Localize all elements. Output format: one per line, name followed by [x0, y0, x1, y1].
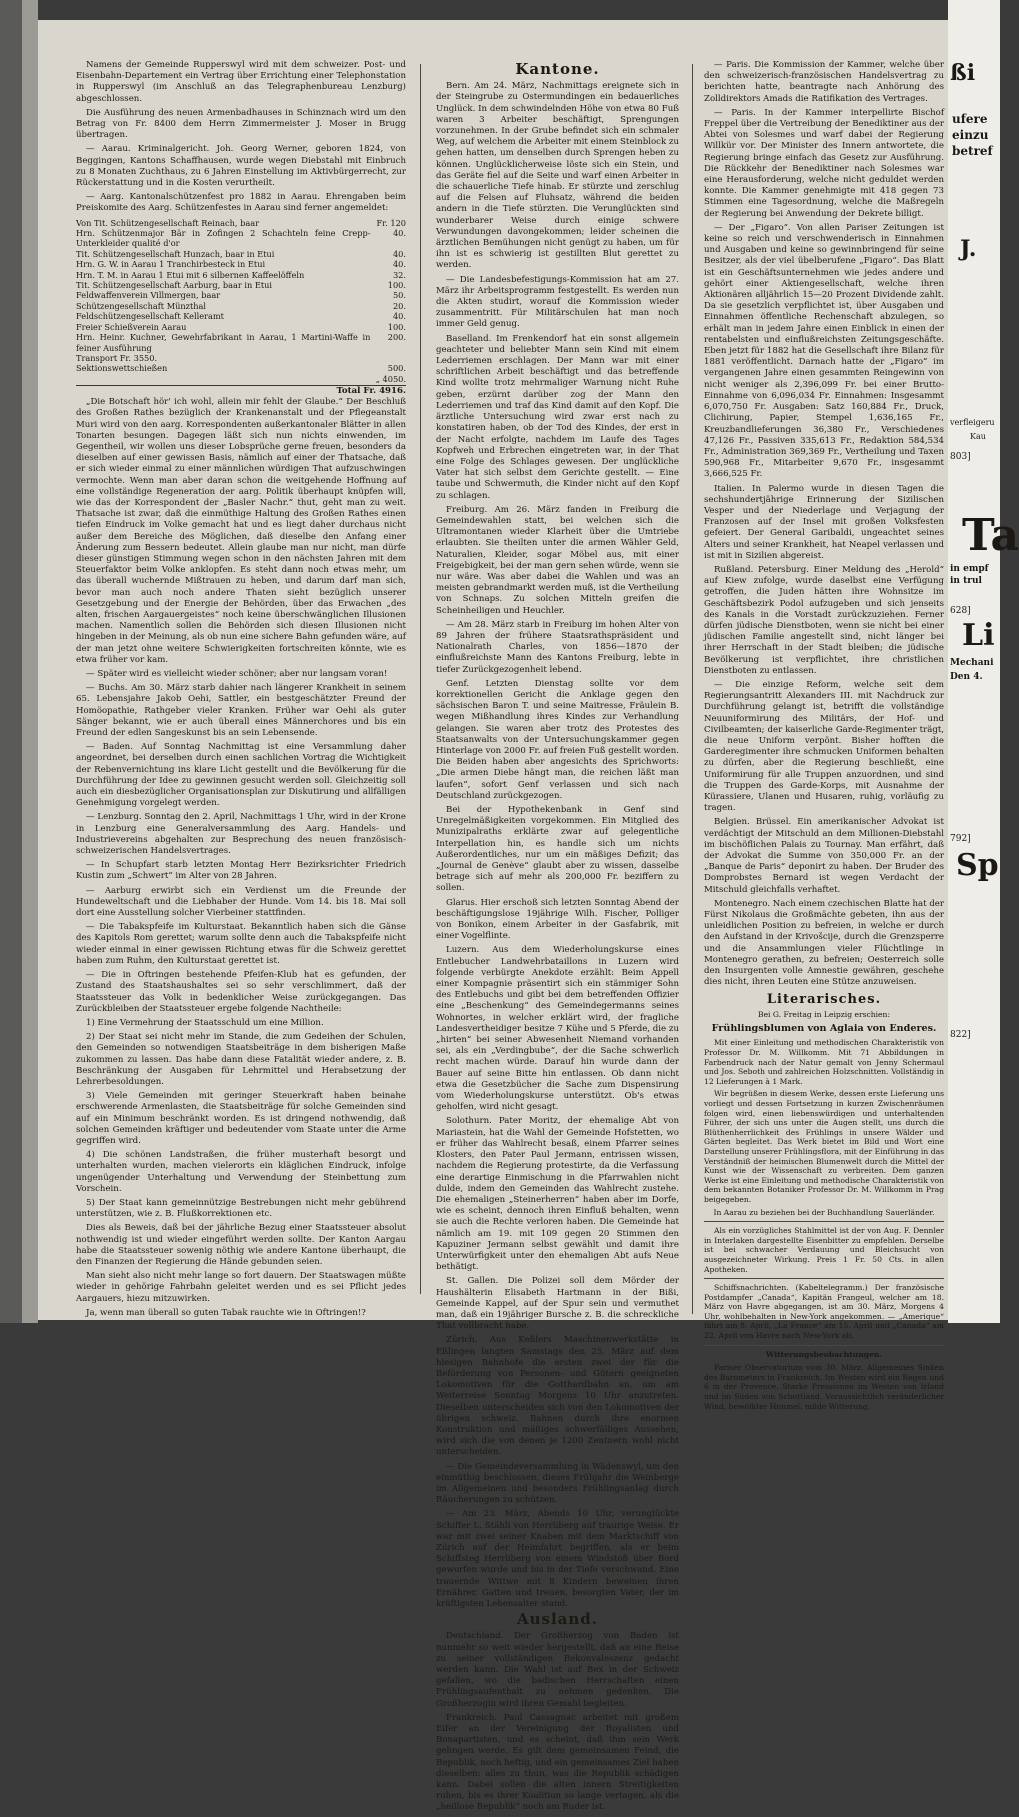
section-heading-ausland: Ausland. [516, 1610, 599, 1629]
fragment-text: in trul [950, 576, 982, 586]
sum-value: 4050. [382, 373, 406, 384]
donation-value: 200. [387, 332, 406, 343]
paragraph: Man sieht also nicht mehr lange so fort dauern. Der Staatswagen müßte wieder in gehörige Fahrbahn geleitet werden und es sei Pflicht jedes Aargauers, hiezu mitzuwirken. [76, 1271, 406, 1304]
donation-value: 20. [392, 300, 406, 311]
fragment-text: Den 4. [950, 672, 983, 682]
donor-text: Hrn. Heinr. Kuchner, Gewehrfabrikant in Aarau, 1 Martini-Waffe in feiner Ausführung [76, 332, 371, 353]
donation-row [76, 280, 406, 290]
donation-row [76, 332, 406, 353]
weather-report: Pariser Observatorium vom 30. März. Allgemeines Sinken des Barometers in Frankreich. Im Westen wird ein Regen und 6 in der Provence. Starke Pressionen im Westen von Irland und im Süden von Schottland. Voraussichtlich veränderlicher Wind, bewölkter Himmel, milde Witterung. [704, 1363, 944, 1411]
donor-text: Schützengesellschaft Münzthal [76, 300, 207, 311]
paragraph: — Die in Oftringen bestehende Pfeifen-Klub hat es gefunden, der Zustand des Staatshaushaltes sei so sehr verschlimmert, daß der Staatssteuer das Volk in bedenklicher Weise zurückgegangen. Das Zurückbleiben der Staatssteuer ergebe folgende Nachtheile: [76, 970, 406, 1014]
paragraph: — Lenzburg. Sonntag den 2. April, Nachmittags 1 Uhr, wird in der Krone in Lenzburg eine Generalversammlung des Aarg. Handels- und Industrievereins abgehalten zur Besprechung des neuen französisch-schweizerischen Handelsvertrages. [76, 812, 406, 857]
donations-table [76, 218, 406, 374]
donation-row [76, 259, 406, 269]
column-rule [692, 64, 693, 1314]
paragraph: — Später wird es vielleicht wieder schöner; aber nur langsam voran! [86, 669, 388, 680]
divider [704, 1221, 944, 1222]
article-zurich: Zürich. Aus Keßlers Maschinenwerkstätte in Eßlingen langten Samstags den 25. März auf dem hiesigen Bahnhofe die ersten zwei der für die Beförderung von Personen- und Gütern geeigneten Lokomotiven für die Gotthardbahn an, um am Weiterreise Sonntag Morgens 10 Uhr anzutreten. Dieselben unterscheiden sich von den Lokomotiven der übrigen schweiz. Bahnen durch ihre enormen Konstruktion und mäßiges schwerfälliges Aussehen, wird sich die von denen je 1200 Zentnern wohl nicht unterscheiden. [436, 1335, 679, 1458]
donation-value [370, 353, 406, 363]
fragment-text: Mechani [950, 658, 994, 668]
donor-text: Hrn. Schützenmajor Bär in Zofingen 2 Schachteln feine Crepp-Unterkleider qualité d'or [76, 228, 371, 249]
list-item: 1) Eine Vermehrung der Staatsschuld um eine Million. [86, 1017, 324, 1028]
fragment-text: 803] [950, 452, 971, 462]
paragraph: — Aarg. Kantonalschützenfest pro 1882 in Aarau. Ehrengaben beim Preiskomite des Aarg. Schützenfestes in Aarau sind ferner angemeldet: [76, 192, 406, 214]
donor-text: Von Tit. Schützengesellschaft Reinach, baar [76, 217, 260, 228]
donor-text: Tit. Schützengesellschaft Aarburg, baar in Etui [76, 280, 273, 291]
donor-text: Hrn. T. M. in Aarau 1 Etui mit 6 silbernen Kaffeelöffeln [76, 269, 305, 280]
numbered-list [76, 1018, 406, 1220]
article-glarus: Glarus. Hier erschoß sich letzten Sonntag Abend der beschäftigungslose 19jährige Wilh. Fischer, Polliger von Bonikon, einem Arbeiter in der Gasfabrik, mit einer Vogelflinte. [436, 897, 679, 942]
donation-row [76, 363, 406, 373]
advertisement: Als ein vorzügliches Stahlmittel ist der von Aug. F. Dennler in Interlaken dargestellte Eisenbitter zu empfehlen. Derselbe ist bei schwacher Verdauung und Bleichsucht von ausgezeichneter Wirkung. Preis 1 Fr. 50 Cts. in allen Apotheken. [704, 1226, 944, 1274]
donation-row [76, 322, 406, 332]
article-solothurn: Solothurn. Pater Moritz, der ehemalige Abt von Mariastein, hat die Wahl der Gemeinde Hofstetten, wo er früher das Wahlrecht besaß, einem Pfarrer seines Klosters, den Pater Paul Jermann, entrissen wissen, nachdem die Regierung protestirte, da die Verfassung eine derartige Einmischung in die Pfarrwahlen nicht dulde, indem den Gemeinden das Wahlrecht zustehe. Die ehemaligen „Steinerherren“ haben aber im Dorfe, wie es scheint, dennoch ihren Einfluß behalten, wenn sie auch die Rechte verloren haben. Die Gemeinde hat nämlich am 19. mit 109 gegen 20 Stimmen den Kapuziner Jermann selbst gewählt und damit ihre Unterwürfigkeit unter den ehemaligen Abt aufs Neue bethätigt. [436, 1116, 679, 1273]
column-3 [704, 60, 944, 1414]
paragraph: — Die Tabakspfeife im Kulturstaat. Bekanntlich haben sich die Gänse des Kapitols Rom gerettet; warum sollte denn auch die Tabakspfeife nicht wieder einmal in einer gewissen Richtung etwas für die Schweiz gerettet haben zum Ruhm, den Kulturstaat gerettet ist. [76, 922, 406, 966]
list-item: 4) Die schönen Landstraßen, die früher musterhaft besorgt und unterhalten wurden, machen vielerorts ein kläglichen Eindruck, infolge ungenügender Unterhaltung und Verwendung der Steinbettung zum Vorschein. [76, 1150, 406, 1194]
paragraph: — Die Landesbefestigungs-Kommission hat am 27. März ihr Arbeitsprogramm festgestellt. Es werden nun die Akten studirt, worauf die Kommission wieder zusammentritt. Für Militärschulen hat man noch immer Geld genug. [436, 274, 679, 330]
fragment-text: betref [952, 144, 993, 158]
donation-value: 40. [392, 311, 406, 322]
donation-row [76, 249, 406, 259]
fragment-text: 822] [950, 1030, 971, 1040]
donation-value: 40. [392, 228, 406, 239]
list-item: 2) Der Staat sei nicht mehr im Stande, die zum Gedeihen der Schulen, den Gemeinden so notwendigen Staatsbeiträge in dem bisherigen Maße zukommen zu lassen. Das habe dann diese Fatalität wieder andere, z. B. Beschränkung der Ausgaben für Lehrmittel und Herabsetzung der Lehrerbesoldungen. [76, 1032, 406, 1087]
article-montenegro: Montenegro. Nach einem czechischen Blatte hat der Fürst Nikolaus die Großmächte gebeten, ihn aus der unleidlichen Position zu befreien, in welche er durch den Aufstand in der Krivošcije, durch die Grenzsperre und die Ansammlungen vieler Flüchtlinge in Montenegro gerathen, zu befreien; Oesterreich solle den Insurgenten volle Amnestie gewähren, geschehe dies nicht, ihren Leuten eine Stütze anzuweisen. [704, 898, 944, 988]
paragraph: — In Schupfart starb letzten Montag Herr Bezirksrichter Friedrich Kustin zum „Schwert“ im Alter von 28 Jahren. [76, 860, 406, 882]
book-vendor: In Aarau zu beziehen bei der Buchhandlung Sauerländer. [713, 1207, 935, 1217]
fragment-text: einzu [952, 128, 989, 142]
fragment-text: Li [962, 618, 995, 653]
paragraph: — Buchs. Am 30. März starb dahier nach längerer Krankheit in seinem 65. Lebensjahre Jakob Oehi, Sattler, ein bestgeschätzter Freund der Homöopathie, Rathgeber vieler Kranken. Früher war Oehi als guter Sänger bekannt, wie er auch überall eines Männerchores und bis ein Freund der edlen Sangeskunst bis an sein Lebensende. [76, 683, 406, 739]
column-2 [436, 60, 679, 1817]
donation-value: 50. [392, 290, 406, 301]
donation-row [76, 228, 406, 249]
scan-left-margin [0, 0, 38, 1323]
paragraph: Ja, wenn man überall so guten Tabak rauchte wie in Oftringen!? [86, 1307, 366, 1318]
article-bern: Bern. Am 24. März, Nachmittags ereignete sich in der Steingrube zu Ostermundingen ein bedauerliches Unglück. In dem schwindelnden Höhe von etwa 80 Fuß waren 3 Arbeiter beschäftigt, Sprengungen vorzunehmen. In der Grube befindet sich ein schmaler Weg, auf welchem die Arbeiter mit einem Steinblock zu gehen hatten, um denselben durch Sprengen heben zu können. Unglücklicherweise löste sich ein Stein, und das Geräte fiel auf die Seite und warf einen Arbeiter in die schauerliche Tiefe hinab. Er stürzte und zerschlug auf die Felsen auf Fluhsatz, während die beiden andern in die Tiefe stürzten. Die Verunglückten sind wunderbarer Weise durch einige schwere Verwundungen davongekommen; leider scheinen die ärztlichen Bemühungen nicht genügt zu haben, um für ihn ist es schwierig ist gestillten Blut gerettet zu werden. [436, 81, 679, 271]
weather-heading: Witterungsbeobachtungen. [765, 1349, 883, 1359]
paragraph: — Aarau. Kriminalgericht. Joh. Georg Werner, geboren 1824, von Beggingen, Kantons Schaffhausen, wurde wegen Diebstahl mit Einbruch zu 8 Monaten Zuchthaus, zu 6 Jahren Einstellung im Aktivbürgerrecht, zur Rückerstattung und in die Kosten verurtheilt. [76, 144, 406, 189]
donor-text: Sektionswettschießen [76, 363, 168, 374]
paragraph: „Die Botschaft hör' ich wohl, allein mir fehlt der Glaube.“ Der Beschluß des Großen Rathes bezüglich der Krankenanstalt und der Pflegeanstalt Muri wird von den aarg. Korrespondenten außerkantonaler Blätter in allen Tonarten besungen. Dagegen läßt sich nun nichts einwenden, im Gegentheil, wir wollen uns dieser Lobsprüche gerne freuen, besonders da dieselben auf einer gewissen Basis, nämlich auf einer der Thatsache, daß er sich wieder einmal zu einer männlichen würdigen That aufzuschwingen vermochte. Wenn man aber daran schon die weitgehende Hoffnung auf eine vollständige Regeneration der aarg. Politik überhaupt knüpfen will, wie das der Korrespondent der „Basler Nachr.“ thut, geht man zu weit. Thatsache ist zwar, daß die einmüthige Haltung des Großen Rathes einen tiefen Eindruck im Volke gemacht hat und es liegt daher durchaus nicht außer dem Bereiche des Möglichen, daß dieselbe den Anfang einer Änderung zum Bessern bedeutet. Allein glaube man nur nicht, man dürfe dieser günstigen Stimmung wegen schon in den nächsten Jahren mit dem Steuerfaktor beim Volke anklopfen. Es steht dann noch etwas mehr, um das überall wuchernde Mißtrauen zu heben, und darum darf man sich, bevor man auch noch andere Thaten sieht bezüglich unserer Gesetzgebung und der Energie der Behörden, über das Erwachen „des alten, frischen Aargauergeistes“ noch keine überschwänglichen Illusionen machen. Namentlich sollen die Behörden sich diesen Illusionen nicht hingeben in der Meinung, als ob nun eine sichere Bahn gefunden wäre, auf der man jetzt ohne weitere Schwierigkeiten fortschreiten könnte, wie es etwa früher vor kam. [76, 397, 406, 665]
donation-value: 40. [392, 248, 406, 259]
fragment-text: 792] [950, 834, 971, 844]
article-baselland: Baselland. Im Frenkendorf hat ein sonst allgemein geachteter und beliebter Mann sein Kind mit einem Lederriemen erschlagen. Der Mann war mit einer schriftlichen Arbeit beschäftigt und das betreffende Kind wollte trotz mehrmaliger Warnung nicht Ruhe geben, erzürnt darüber zog der Mann den Lederriemen und traf das Kind damit auf den Kopf. Die ärztliche Untersuchung wird zwar erst nach zu konstatiren haben, ob der Tod des Kindes, der erst in der Nacht erfolgte, nachdem im Laufe des Tages Kopfweh und Erbrechen eingetreten war, in der That eine Folge des Schlages gewesen. Der unglückliche Vater hat sich selbst dem Gerichte gestellt. — Eine taube und Schwermuth, die Kinder nicht auf den Kopf zu schlagen. [436, 333, 679, 501]
donation-row [76, 218, 406, 228]
donation-row [76, 301, 406, 311]
donor-text: Freier Schießverein Aarau [76, 321, 187, 332]
donation-row [76, 290, 406, 300]
section-heading-kantone: Kantone. [515, 60, 600, 78]
paragraph: Bei der Hypothekenbank in Genf sind Unregelmäßigkeiten vorgekommen. Ein Mitglied des Munizipalraths erklärte zwar auf gelegentliche Interpellation hin, es handle sich um nichts Außerordentliches, nur um ein mäßiges Defizit; das „Journal de Genève“ glaubt aber zu wissen, dasselbe betrage sich auf mehr als 200,000 Fr. beziffern zu sollen. [436, 805, 679, 894]
donation-value: 100. [387, 321, 406, 332]
paragraph: — Aarburg erwirbt sich ein Verdienst um die Freunde der Hundeweltschaft und die Liebhaber der Hunde. Vom 14. bis 18. Mai soll dort eine Ausstellung solcher Vierbeiner stattfinden. [76, 885, 406, 919]
article-frankreich: Frankreich. Paul Cassagnac arbeitet mit großem Eifer an der Vereinigung der Royalisten und Bonapartisten, und es scheint, daß ihm sein Werk gelingen werde. Es gilt dem gemeinsamen Feind, die Republik, noch heftig, und ein gemeinsames Ziel haben dieselben: alles zu thun, was die Republik schädigen kann. Dabei sollen die alten innern Streitigkeiten ruhen, bis es ihrer Koalition so lange vertagen, als die „heillose Republik“ noch am Ruder ist. [436, 1712, 679, 1813]
donor-text: Transport Fr. 3550. [76, 352, 158, 363]
sum-line: „ 4050. [375, 373, 406, 384]
donation-row [76, 311, 406, 321]
paragraph: — Am 28. März starb in Freiburg im hohen Alter von 89 Jahren der frühere Staatsrathspräsident und Nationalrath Charles, von 1856—1870 der einflußreichste Mann des Kantons Freiburg, lebte in tiefer Zurückgezogenheit lebend. [436, 619, 679, 675]
list-item: 3) Viele Gemeinden mit geringer Steuerkraft haben beinahe erschwerende Armenlasten, die Staatsbeiträge für solche Gemeinden sind auf ein Minimum beschränkt worden. Es ist dringend nothwendig, daß solchen Gemeinden kräftiger und bedeutender vom Staate unter die Arme gegriffen wird. [76, 1091, 406, 1146]
article-paris: — Paris. Die Kommission der Kammer, welche über den schweizerisch-französischen Handelsvertrag zu berichten hatte, beantragte nach Anhörung des Zolldirektors Amads die Ratifikation des Vertrages. [704, 60, 944, 104]
column-rule [420, 64, 421, 1294]
article-genf: Genf. Letzten Dienstag sollte vor dem korrektionellen Gericht die Anklage gegen den sächsischen Baron T. und seine Maitresse, Fräulein B. wegen Mißhandlung ihres Kindes zur Verhandlung gelangen. Sie waren aber trotz des Protestes des Staatsanwalts von der Untersuchungskammer gegen Hinterlage von 2000 Fr. auf freien Fuß gestellt worden. Die Beiden haben aber angesichts des Sprichworts: „Die armen Diebe hängt man, die reichen läßt man laufen“, sofort Genf verlassen und sich nach Deutschland zurückgezogen. [436, 678, 679, 801]
paragraph: Namens der Gemeinde Rupperswyl wird mit dem schweizer. Post- und Eisenbahn-Departement ein Vertrag über Errichtung einer Telephonstation in Rupperswyl (im Anschluß an das Telegraphenbureau Lenzburg) abgeschlossen. [76, 60, 406, 104]
article-paris: — Paris. In der Kammer interpellirte Bischof Freppel über die Vertreibung der Benediktiner aus der Abtei von Solesmes und warf dabei der Regierung Willkür vor. Der Minister des Innern antwortete, die Regierung bringe einfach das Gesetz zur Ausführung. Die Rückkehr der Benediktiner nach Solesmes war eine Herausforderung, welche nicht geduldet werden konnte. Die Kammer genehmigte mit 418 gegen 73 Stimmen eine Tagesordnung, welche die Maßregeln der Regierung bei Anwendung der Dekrete billigt. [704, 107, 944, 219]
donation-value: 32. [392, 269, 406, 280]
fragment-text: verfleigeru [950, 418, 995, 427]
paragraph: — Baden. Auf Sonntag Nachmittag ist eine Versammlung daher angeordnet, bei derselben durch einen sachlichen Vortrag die Wichtigkeit der Rebenvernichtung ins klare Licht gestellt und die Bevölkerung für die Durchführung der Idee zu gewinnen gesucht werden soll. Gleichzeitig soll auch ein diesbezüglicher Organisationsplan zur Diskutirung und allfälligen Genehmigung vorgelegt werden. [76, 742, 406, 809]
fragment-text: in empf [950, 564, 989, 574]
article-figaro: — Der „Figaro“. Von allen Pariser Zeitungen ist keine so reich und verschwenderisch in Einnahmen und Ausgaben und keine so gewinnbringend für seine Besitzer, als der viel übelberufene „Figaro“. Das Blatt ist ein Geschäftsunternehmen wie jedes andere und gehört einer Aktiengesellschaft, welche ihren Aktionären alljährlich 15—20 Prozent Dividende zahlt. Da sie gesetzlich verpflichtet ist, über Ausgaben und Einnahmen öffentliche Rechenschaft abzulegen, so erhält man in jedem Jahre einen Einblick in einen der rentabelsten und einflußreichsten Zeitungsgeschäfte. Eben jetzt für 1882 hat die Gesellschaft ihre Bilanz für 1881 veröffentlicht. Darnach hatte der „Figaro“ im vergangenen Jahre einen gesammten Reingewinn von nicht weniger als 2,396,099 Fr. bei einer Brutto-Einnahme von 6,096,034 Fr. Einnahmen: Insgesammt 6,070,750 Fr. Ausgaben: Satz 160,884 Fr., Druck, Clichirung, Papier, Stempel 1,636,165 Fr., Kreuzbandlieferungen 36,380 Fr., Verschiedenes 47,126 Fr., Passiven 335,613 Fr., Redaktion 584,534 Fr., Administration 369,369 Fr., Vertheilung und Taxen 590,968 Fr., Mitarbeiter 9,670 Fr., insgesammt 3,666,525 Fr. [704, 222, 944, 480]
publisher-line: Bei G. Freitag in Leipzig erschien: [757, 1009, 890, 1019]
newspaper-page [38, 20, 948, 1813]
donation-value: Fr. 120 [376, 217, 406, 228]
column-1 [76, 60, 406, 1322]
article-italien: Italien. In Palermo wurde in diesen Tagen die sechshundertjährige Erinnerung der Sizilischen Vesper und der Niederlage und Verjagung der Franzosen auf der Insel mit großen Volksfesten gefeiert. Der General Garibaldi, ungeachtet seines Alters und seiner Krankheit, hat Neapel verlassen und ist mit in Sizilien abgereist. [704, 483, 944, 561]
donor-text: Tit. Schützengesellschaft Hunzach, baar in Etui [76, 248, 275, 259]
donor-text: Hrn. G. W. in Aarau 1 Tranchirbesteck in Etui [76, 259, 266, 270]
article-freiburg: Freiburg. Am 26. März fanden in Freiburg die Gemeindewahlen statt, bei welchen sich die Ultramontanen wieder Klarheit über die Umtriebe erlaubten. Sie theilten unter die armen Wähler Geld, Naturalien, Kleider, sogar Möbel aus, mit einer Freigebigkeit, bei der man gern sehen würde, wenn sie nur wäre. Was aber dabei die Wahlen und was an meisten gebrandmarkt werden muß, ist die Vertheilung von Schnaps. Zu solchen Mitteln greifen die Scheinheiligen und Heuchler. [436, 504, 679, 616]
article-st-gallen: St. Gallen. Die Polizei soll dem Mörder der Haushälterin Elisabeth Hartmann in der Bißi, Gemeinde Kappel, auf der Spur sein und vermuthet man, daß ein 19jähriger Bursche z. B. die schreckliche That vollbracht habe. [436, 1276, 679, 1332]
donation-value: 100. [387, 280, 406, 291]
paragraph: — Die Gemeindeversammlung in Wädenswyl, um den einmüthig beschlossen, dieses Frühjahr die Weinberge im Allgemeinen und besonders Frühlingsanlag durch Räucherungen zu schützen. [436, 1461, 679, 1506]
shipping-news: Schiffsnachrichten. (Kabeltelegramm.) Der französische Postdampfer „Canada“, Kapitän Frangeul, welcher am 18. März von Havre abgegangen, ist am 30. März, Morgens 4 Uhr, wohlbehalten in New-York angekommen. — „Amerique“ fährt am 8. April, „La France“ am 15. April und „Canada“ am 22. April von Havre nach New-York ab. [704, 1283, 944, 1341]
paragraph: Dies als Beweis, daß bei der jährliche Bezug einer Staatssteuer absolut nothwendig ist und wieder eingeführt werden sollte. Der Kanton Aargau habe die Staatssteuer sowenig nöthig wie andere Kantone überhaupt, die den Finanzen der Regierung die Hände gebunden seien. [76, 1223, 406, 1267]
book-description: Mit einer Einleitung und methodischen Charakteristik von Professor Dr. M. Willkomm. Mit 71 Abbildungen in Farbendruck nach der Natur gemalt von Jenny Schermaul und Jos. Seboth und zahlreichen Holzschnitten. Vollständig in 12 Lieferungen à 1 Mark. [704, 1038, 944, 1086]
fragment-text: ßi [950, 60, 976, 86]
paragraph: — Am 23. März, Abends 10 Uhr, verunglückte Schiffer L. Stähli von Herrliberg auf traurige Weise. Er war mit zwei seiner Knaben mit dem Marktschiff von Zürich auf der Heimfahrt begriffen, als er beim Schiffsteg Herrliberg von einem Windstoß über Bord geworfen wurde und bis in der Tiefe verschwand. Eine trauernde Wittwe mit 8 Kindern beweinen ihren Ernährer, Gatten und treuen, besorgten Vater, der im kräftigsten Lebensalter stand. [436, 1509, 679, 1610]
fragment-text: Sp [956, 848, 999, 883]
article-russland: Rußland. Petersburg. Einer Meldung des „Herold“ auf Kiew zufolge, wurde daselbst eine Verfügung getroffen, die Juden hätten ihre Wohnsitze im Geschäftsbezirk Podol aufzugeben und sich jenseits des Kanals in die Vorstadt zurückzuziehen. Ferner dürfen jüdische Dienstboten, wenn sie nicht bei einer jüdischen Familie angestellt sind, nicht länger bei ihrer Herrschaft in der Stadt bleiben; die jüdische Bevölkerung ist verpflichtet, ihre christlichen Dienstboten zu entlassen. [704, 564, 944, 676]
adjacent-page-fragment [948, 0, 1019, 1323]
donation-row [76, 270, 406, 280]
paragraph: Die Ausführung des neuen Armenbadhauses in Schinznach wird um den Betrag von Fr. 8400 dem Herrn Zimmermeister J. Moser in Brugg übertragen. [76, 107, 406, 141]
fragment-text: J. [960, 236, 977, 262]
paragraph: — Die einzige Reform, welche seit dem Regierungsantritt Alexanders III. mit Nachdruck zur Durchführung gelangt ist, betrifft die vollständige Neuuniformirung des Militärs, der Hof- und Civilbeamten; der kaiserliche Garde-Regimenter trägt, die neue Uniform verpönt. Bisher hofften die Garderegimenter ihre schmucken Uniformen behalten zu dürfen, aber die Regierung beschließt, eine Uniformirung für alle Truppen anzuordnen, und sind die Truppen des Garde-Korps, mit Ausnahme der Kürassiere, Ulanen und Husaren, ruhig, vorläufig zu tragen. [704, 679, 944, 814]
total-line: Total Fr. 4916. [76, 385, 406, 397]
donor-text: Feldwaffenverein Villmergen, baar [76, 290, 221, 301]
fragment-text: 628] [950, 606, 971, 616]
donation-value: 500. [387, 363, 406, 374]
list-item: 5) Der Staat kann gemeinnützige Bestrebungen nicht mehr gebührend unterstützen, wie z. B. Flußkorrektionen etc. [76, 1197, 406, 1220]
fragment-text: ufere [952, 112, 988, 126]
book-review: Wir begrüßen in diesem Werke, dessen erste Lieferung uns vorliegt und dessen Fortsetzung in kurzen Zwischenräumen folgen wird, einen liebenswürdigen und unterhaltenden Führer, der sich uns unter die Augen stellt, uns durch die Blüthenherrlichkeit des Frühlings in unsere Wälder und Gärten begleitet. Das Werk bietet im Bild und Wort eine Darstellung unserer Frühlingsflora, mit der Einführung in das Verständniß der heimischen Blumenwelt durch die Mittel der Kunst wie der Wissenschaft zu verbreiten. Dem ganzen Werke ist eine Einleitung und methodische Charakteristik von dem bekannten Botaniker Professor Dr. M. Willkomm in Prag beigegeben. [704, 1089, 944, 1204]
article-belgien: Belgien. Brüssel. Ein amerikanischer Advokat ist verdächtigt der Mitschuld an dem Millionen-Diebstahl im bischöflichen Palais zu Tournay. Man erfährt, daß der Advokat die Summe von 350,000 Fr. an der „Banque de Paris“ deponirt zu haben. Der Bruder des Domprobstes Bernard ist wegen Verdacht der Mitschuld gleichfalls verhaftet. [704, 817, 944, 895]
donation-row [76, 353, 406, 363]
fragment-text: Ta [962, 510, 1019, 561]
divider [704, 1278, 944, 1279]
divider [704, 1345, 944, 1346]
book-title: Frühlingsblumen von Aglaia von Enderes. [711, 1023, 937, 1035]
scan-edge [22, 0, 38, 1323]
article-deutschland: Deutschland. Der Großherzog von Baden ist nunmehr so weit wieder hergestellt, daß an eine Reise zu seiner vollständigen Rekonvaleszenz gedacht werden kann. Die Wahl ist auf Bex in der Schweiz gefallen, wo die badischen Herrschaften einen Frühlingsaufenthalt zu nehmen gedenken. Die Großherzogin wird ihren Gemahl begleiten. [436, 1631, 679, 1709]
fragment-text: Kau [970, 432, 986, 441]
donor-text: Feldschützengesellschaft Kelleramt [76, 311, 224, 322]
section-heading-literarisches: Literarisches. [766, 992, 882, 1008]
article-luzern: Luzern. Aus dem Wiederholungskurse eines Entlebucher Landwehrbataillons in Luzern wird folgende verbürgte Anekdote erzählt: Beim Appell einer Kompagnie präsentirt sich ein stämmiger Sohn des Entlebuchs und gibt bei dem betreffenden Offizier eine „Beschenkung“ des Gemeindegermanns seines Wohnortes, in welcher erklärt wird, der fragliche Landesvertheidiger besitze 7 Kühe und 5 Pferde, die zu „hirten“ bei seiner Abwesenheit Niemand vorhanden sei, als ein „Verdingbube“, der die Sache schwerlich recht machen würde. Darauf hin wurde dann der Bauer auf seine Bitte hin entlassen. Ob dann nicht etwa die Gesetzbücher die Sache zum Dispensirung vom Wiederholungskurse unterstützt. Ob's etwas geholfen, wird nicht gesagt. [436, 945, 679, 1113]
donation-value: 40. [392, 259, 406, 270]
